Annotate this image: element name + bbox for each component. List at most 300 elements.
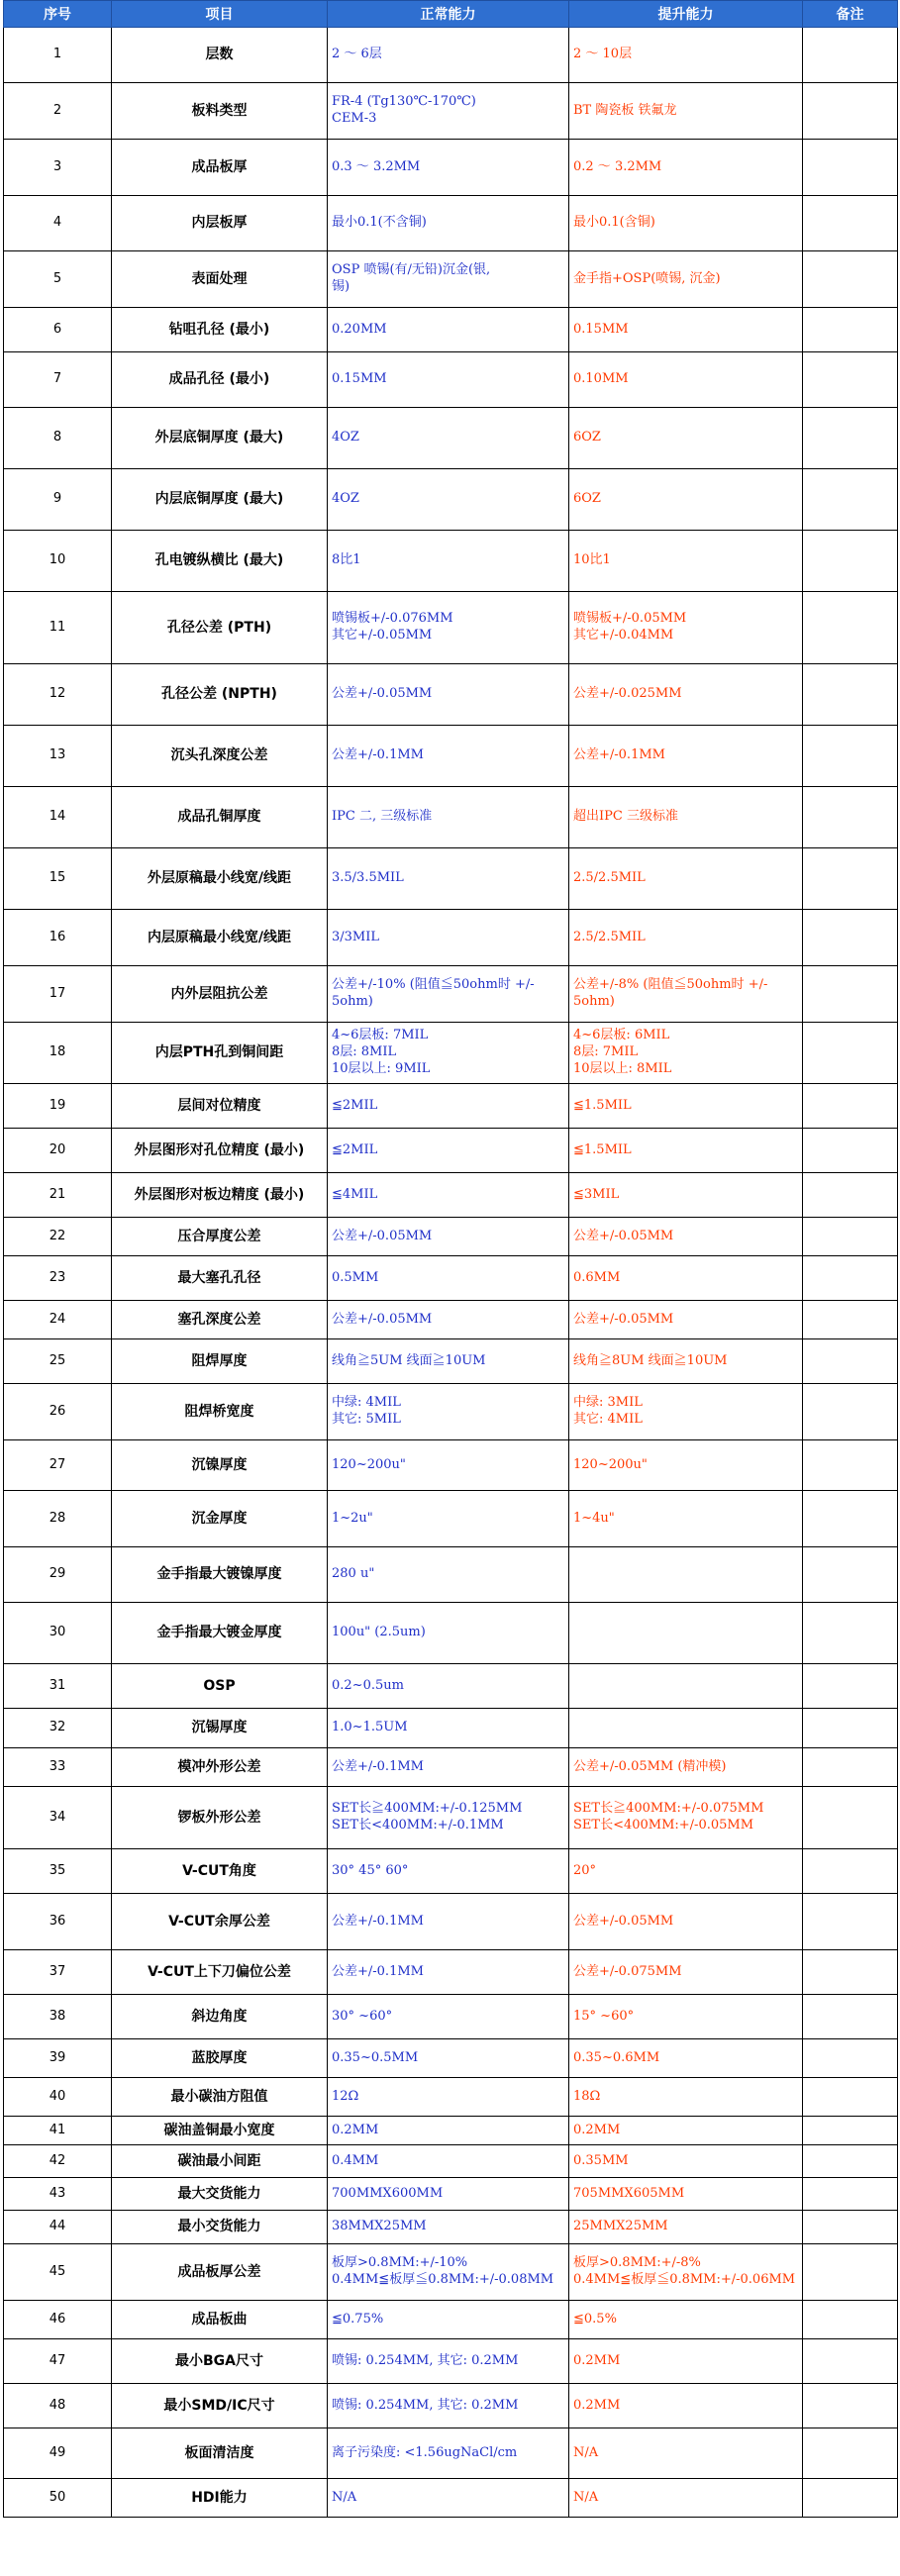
table-row [4, 531, 898, 592]
normal-capability [328, 1995, 569, 2039]
improved-capability-line: 公差+/-0.05MM (精冲模) [573, 1758, 727, 1774]
table-row [4, 966, 898, 1023]
row-item: 内层底铜厚度 (最大) [112, 469, 328, 531]
normal-capability [328, 1023, 569, 1084]
normal-capability-line: 0.2MM [332, 2122, 379, 2137]
row-number: 22 [4, 1218, 112, 1256]
improved-capability-line: 120~200u" [573, 1456, 648, 1472]
normal-capability-line: 公差+/-0.05MM [332, 686, 433, 702]
improved-capability [569, 2301, 803, 2339]
row-note [803, 1894, 898, 1950]
row-number: 19 [4, 1084, 112, 1129]
normal-capability-line: N/A [332, 2489, 357, 2505]
normal-capability [328, 966, 569, 1023]
improved-capability [569, 2428, 803, 2479]
normal-capability-line: 喷锡: 0.254MM, 其它: 0.2MM [332, 2352, 519, 2368]
row-number: 39 [4, 2039, 112, 2078]
header-item: 项目 [112, 1, 328, 28]
improved-capability [569, 352, 803, 408]
normal-capability-line: 其它+/-0.05MM [332, 628, 433, 643]
normal-capability-line: 38MMX25MM [332, 2219, 427, 2234]
normal-capability-line: ≦0.75% [332, 2311, 384, 2327]
normal-capability [328, 140, 569, 196]
row-note [803, 2384, 898, 2428]
normal-capability-line: 公差+/-0.1MM [332, 1963, 424, 1979]
normal-capability [328, 83, 569, 140]
normal-capability [328, 1748, 569, 1787]
normal-capability [328, 2384, 569, 2428]
improved-capability [569, 787, 803, 848]
normal-capability-line: 喷锡: 0.254MM, 其它: 0.2MM [332, 2397, 519, 2413]
normal-capability [328, 2078, 569, 2117]
table-row [4, 1218, 898, 1256]
improved-capability-line: SET长<400MM:+/-0.05MM [573, 1818, 754, 1833]
normal-capability-line: SET长<400MM:+/-0.1MM [332, 1818, 504, 1833]
row-note [803, 848, 898, 910]
table-row [4, 592, 898, 664]
row-note [803, 1603, 898, 1664]
normal-capability [328, 664, 569, 726]
table-row [4, 1547, 898, 1603]
table-row [4, 83, 898, 140]
normal-capability-line: SET长≧400MM:+/-0.125MM [332, 1801, 523, 1817]
improved-capability [569, 408, 803, 469]
row-note [803, 2178, 898, 2211]
normal-capability [328, 1129, 569, 1173]
improved-capability-line: N/A [573, 2444, 599, 2460]
improved-capability-line: 公差+/-0.05MM [573, 1228, 674, 1243]
improved-capability [569, 469, 803, 531]
row-item: 最大交货能力 [112, 2178, 328, 2211]
normal-capability-line: 4OZ [332, 430, 359, 446]
row-number: 37 [4, 1950, 112, 1995]
table-row [4, 2479, 898, 2518]
row-number: 29 [4, 1547, 112, 1603]
normal-capability [328, 408, 569, 469]
normal-capability-line: 700MMX600MM [332, 2185, 444, 2201]
normal-capability-line: 2 ～ 6层 [332, 47, 382, 62]
row-item: 内层PTH孔到铜间距 [112, 1023, 328, 1084]
improved-capability [569, 1339, 803, 1384]
normal-capability [328, 2339, 569, 2384]
normal-capability-line: 中绿: 4MIL [332, 1395, 401, 1411]
normal-capability [328, 592, 569, 664]
row-number: 42 [4, 2145, 112, 2178]
normal-capability-line: 30° 45° 60° [332, 1862, 409, 1878]
row-note [803, 531, 898, 592]
table-row [4, 2244, 898, 2301]
table-row [4, 352, 898, 408]
table-row [4, 1384, 898, 1440]
improved-capability-line: 0.10MM [573, 371, 629, 387]
normal-capability-line: ≦2MIL [332, 1097, 378, 1113]
improved-capability [569, 726, 803, 787]
row-number: 35 [4, 1849, 112, 1894]
row-item: 最小SMD/IC尺寸 [112, 2384, 328, 2428]
improved-capability [569, 910, 803, 966]
row-item: 层间对位精度 [112, 1084, 328, 1129]
improved-capability-line: 0.2MM [573, 2122, 621, 2137]
normal-capability-line: 8层: 8MIL [332, 1044, 397, 1060]
normal-capability [328, 251, 569, 308]
row-note [803, 1950, 898, 1995]
improved-capability [569, 2339, 803, 2384]
improved-capability [569, 2211, 803, 2244]
row-number: 16 [4, 910, 112, 966]
improved-capability [569, 1664, 803, 1709]
row-item: HDI能力 [112, 2479, 328, 2518]
improved-capability-line: SET长≧400MM:+/-0.075MM [573, 1801, 764, 1817]
improved-capability [569, 1256, 803, 1301]
row-number: 44 [4, 2211, 112, 2244]
normal-capability-line: 0.4MM [332, 2152, 379, 2168]
improved-capability-line: N/A [573, 2489, 599, 2505]
improved-capability-line: 10比1 [573, 552, 611, 568]
improved-capability-line: 6OZ [573, 430, 601, 446]
row-number: 30 [4, 1603, 112, 1664]
table-row [4, 1849, 898, 1894]
normal-capability-line: 30° ~60° [332, 2008, 393, 2024]
row-item: 锣板外形公差 [112, 1787, 328, 1849]
row-item: 模冲外形公差 [112, 1748, 328, 1787]
improved-capability [569, 664, 803, 726]
improved-capability-line: 20° [573, 1862, 597, 1878]
row-note [803, 2244, 898, 2301]
row-number: 10 [4, 531, 112, 592]
row-number: 40 [4, 2078, 112, 2117]
normal-capability [328, 1218, 569, 1256]
row-item: 压合厚度公差 [112, 1218, 328, 1256]
row-note [803, 28, 898, 83]
normal-capability-line: FR-4 (Tg130℃-170℃) [332, 94, 476, 110]
row-item: 成品板厚公差 [112, 2244, 328, 2301]
improved-capability [569, 28, 803, 83]
table-row [4, 726, 898, 787]
row-number: 41 [4, 2117, 112, 2145]
row-note [803, 469, 898, 531]
normal-capability-line: 锡) [332, 279, 350, 294]
table-row [4, 1173, 898, 1218]
row-item: 外层底铜厚度 (最大) [112, 408, 328, 469]
row-item: OSP [112, 1664, 328, 1709]
improved-capability-line: 线角≧8UM 线面≧10UM [573, 1352, 728, 1368]
row-note [803, 1129, 898, 1173]
row-note [803, 592, 898, 664]
normal-capability-line: 0.3 ～ 3.2MM [332, 158, 421, 174]
table-row [4, 308, 898, 352]
improved-capability-line: 0.2 ～ 3.2MM [573, 158, 662, 174]
row-note [803, 196, 898, 251]
table-row [4, 1603, 898, 1664]
improved-capability [569, 1440, 803, 1491]
table-row [4, 1950, 898, 1995]
improved-capability-line: 0.35~0.6MM [573, 2049, 660, 2065]
normal-capability [328, 1950, 569, 1995]
normal-capability [328, 1301, 569, 1339]
normal-capability [328, 2428, 569, 2479]
row-number: 34 [4, 1787, 112, 1849]
row-item: V-CUT角度 [112, 1849, 328, 1894]
row-item: 碳油最小间距 [112, 2145, 328, 2178]
improved-capability-line: ≦0.5% [573, 2311, 617, 2327]
improved-capability [569, 1129, 803, 1173]
improved-capability-line: 公差+/-8% (阻值≦50ohm时 +/- [573, 977, 768, 993]
improved-capability-line: 公差+/-0.05MM [573, 1913, 674, 1929]
normal-capability-line: IPC 二, 三级标准 [332, 809, 433, 825]
normal-capability [328, 1384, 569, 1440]
row-number: 43 [4, 2178, 112, 2211]
improved-capability [569, 2039, 803, 2078]
improved-capability [569, 2479, 803, 2518]
row-number: 12 [4, 664, 112, 726]
row-note [803, 726, 898, 787]
row-item: 外层图形对孔位精度 (最小) [112, 1129, 328, 1173]
row-number: 2 [4, 83, 112, 140]
normal-capability-line: 其它: 5MIL [332, 1412, 401, 1427]
improved-capability-line: 0.4MM≦板厚≦0.8MM:+/-0.06MM [573, 2272, 796, 2287]
row-number: 45 [4, 2244, 112, 2301]
improved-capability [569, 966, 803, 1023]
normal-capability [328, 1084, 569, 1129]
improved-capability-line: 中绿: 3MIL [573, 1395, 643, 1411]
row-note [803, 140, 898, 196]
improved-capability [569, 1603, 803, 1664]
row-item: 孔电镀纵横比 (最大) [112, 531, 328, 592]
table-row [4, 1256, 898, 1301]
improved-capability-line: 0.2MM [573, 2352, 621, 2368]
table-row [4, 28, 898, 83]
normal-capability-line: 公差+/-0.1MM [332, 1913, 424, 1929]
row-number: 11 [4, 592, 112, 664]
normal-capability [328, 28, 569, 83]
normal-capability [328, 2145, 569, 2178]
improved-capability-line: 其它+/-0.04MM [573, 628, 674, 643]
normal-capability [328, 308, 569, 352]
normal-capability [328, 1173, 569, 1218]
improved-capability [569, 2078, 803, 2117]
improved-capability-line: ≦1.5MIL [573, 1097, 632, 1113]
improved-capability [569, 2145, 803, 2178]
normal-capability-line: 1.0~1.5UM [332, 1720, 408, 1735]
table-row [4, 1339, 898, 1384]
row-note [803, 2479, 898, 2518]
normal-capability [328, 726, 569, 787]
normal-capability-line: 0.5MM [332, 1269, 379, 1285]
improved-capability [569, 1023, 803, 1084]
table-row [4, 2117, 898, 2145]
improved-capability-line: 2 ～ 10层 [573, 47, 633, 62]
normal-capability-line: 最小0.1(不含铜) [332, 215, 427, 231]
row-item: 沉镍厚度 [112, 1440, 328, 1491]
row-item: 阻焊桥宽度 [112, 1384, 328, 1440]
improved-capability [569, 308, 803, 352]
improved-capability [569, 196, 803, 251]
table-row [4, 2428, 898, 2479]
normal-capability [328, 1664, 569, 1709]
normal-capability-line: 公差+/-0.1MM [332, 747, 424, 763]
normal-capability [328, 1547, 569, 1603]
row-note [803, 2301, 898, 2339]
normal-capability-line: 120~200u" [332, 1456, 406, 1472]
normal-capability [328, 352, 569, 408]
table-row [4, 2178, 898, 2211]
normal-capability-line: 板厚>0.8MM:+/-10% [332, 2255, 468, 2271]
normal-capability-line: 12Ω [332, 2088, 359, 2104]
row-note [803, 1173, 898, 1218]
normal-capability [328, 2039, 569, 2078]
normal-capability [328, 1256, 569, 1301]
row-item: 板料类型 [112, 83, 328, 140]
row-item: 塞孔深度公差 [112, 1301, 328, 1339]
row-number: 25 [4, 1339, 112, 1384]
row-number: 13 [4, 726, 112, 787]
row-number: 23 [4, 1256, 112, 1301]
row-item: 沉头孔深度公差 [112, 726, 328, 787]
normal-capability [328, 2178, 569, 2211]
normal-capability-line: 1~2u" [332, 1510, 373, 1526]
normal-capability-line: OSP 喷锡(有/无铅)沉金(银, [332, 262, 491, 278]
row-note [803, 1664, 898, 1709]
row-number: 8 [4, 408, 112, 469]
normal-capability-line: 0.2~0.5um [332, 1677, 404, 1693]
header-no: 序号 [4, 1, 112, 28]
row-item: 内外层阻抗公差 [112, 966, 328, 1023]
normal-capability-line: 公差+/-0.05MM [332, 1311, 433, 1327]
row-number: 18 [4, 1023, 112, 1084]
improved-capability-line: 18Ω [573, 2088, 601, 2104]
improved-capability [569, 1301, 803, 1339]
row-item: 孔径公差 (NPTH) [112, 664, 328, 726]
table-row [4, 1664, 898, 1709]
normal-capability-line: 喷锡板+/-0.076MM [332, 611, 453, 627]
improved-capability [569, 251, 803, 308]
improved-capability [569, 83, 803, 140]
row-item: 阻焊厚度 [112, 1339, 328, 1384]
improved-capability [569, 2178, 803, 2211]
normal-capability-line: 公差+/-10% (阻值≦50ohm时 +/- [332, 977, 535, 993]
improved-capability-line: 其它: 4MIL [573, 1412, 643, 1427]
improved-capability-line: ≦1.5MIL [573, 1141, 632, 1157]
improved-capability [569, 2117, 803, 2145]
table-row [4, 787, 898, 848]
normal-capability-line: 280 u" [332, 1566, 375, 1582]
table-row [4, 251, 898, 308]
row-number: 7 [4, 352, 112, 408]
header-note: 备注 [803, 1, 898, 28]
row-note [803, 787, 898, 848]
improved-capability [569, 2244, 803, 2301]
improved-capability [569, 592, 803, 664]
row-number: 20 [4, 1129, 112, 1173]
row-number: 3 [4, 140, 112, 196]
row-number: 21 [4, 1173, 112, 1218]
row-item: 金手指最大镀金厚度 [112, 1603, 328, 1664]
improved-capability [569, 1218, 803, 1256]
improved-capability-line: 1~4u" [573, 1510, 615, 1526]
improved-capability [569, 1547, 803, 1603]
row-item: 斜边角度 [112, 1995, 328, 2039]
header-improved: 提升能力 [569, 1, 803, 28]
normal-capability-line: 5ohm) [332, 994, 373, 1009]
improved-capability-line: 公差+/-0.05MM [573, 1311, 674, 1327]
row-number: 4 [4, 196, 112, 251]
improved-capability [569, 2384, 803, 2428]
row-number: 31 [4, 1664, 112, 1709]
normal-capability-line: 4~6层板: 7MIL [332, 1028, 429, 1043]
row-number: 28 [4, 1491, 112, 1547]
improved-capability [569, 140, 803, 196]
improved-capability-line: 金手指+OSP(喷锡, 沉金) [573, 270, 721, 286]
table-row [4, 1709, 898, 1748]
header-row [4, 1, 898, 28]
table-row [4, 1787, 898, 1849]
improved-capability-line: 喷锡板+/-0.05MM [573, 611, 687, 627]
table-row [4, 848, 898, 910]
row-item: 金手指最大镀镍厚度 [112, 1547, 328, 1603]
improved-capability-line: 0.15MM [573, 321, 629, 337]
improved-capability [569, 848, 803, 910]
normal-capability-line: 0.35~0.5MM [332, 2049, 419, 2065]
capability-table [3, 0, 898, 2518]
table-row [4, 469, 898, 531]
row-number: 47 [4, 2339, 112, 2384]
row-item: 成品板曲 [112, 2301, 328, 2339]
row-item: 表面处理 [112, 251, 328, 308]
row-item: 最大塞孔孔径 [112, 1256, 328, 1301]
table-row [4, 2145, 898, 2178]
table-row [4, 408, 898, 469]
table-row [4, 1995, 898, 2039]
row-number: 1 [4, 28, 112, 83]
normal-capability-line: 100u" (2.5um) [332, 1625, 426, 1640]
row-note [803, 1339, 898, 1384]
normal-capability [328, 848, 569, 910]
normal-capability-line: 0.20MM [332, 321, 387, 337]
row-note [803, 2428, 898, 2479]
improved-capability-line: 25MMX25MM [573, 2219, 668, 2234]
improved-capability-line: ≦3MIL [573, 1186, 620, 1202]
header-normal: 正常能力 [328, 1, 569, 28]
improved-capability-line: 0.2MM [573, 2397, 621, 2413]
row-item: 成品板厚 [112, 140, 328, 196]
normal-capability [328, 469, 569, 531]
row-note [803, 2145, 898, 2178]
row-number: 32 [4, 1709, 112, 1748]
normal-capability-line: 线角≧5UM 线面≧10UM [332, 1352, 486, 1368]
row-item: 外层图形对板边精度 (最小) [112, 1173, 328, 1218]
row-number: 27 [4, 1440, 112, 1491]
row-number: 49 [4, 2428, 112, 2479]
normal-capability [328, 1491, 569, 1547]
normal-capability-line: 10层以上: 9MIL [332, 1060, 431, 1076]
improved-capability-line: 5ohm) [573, 994, 615, 1009]
improved-capability-line: 公差+/-0.025MM [573, 686, 682, 702]
table-row [4, 2211, 898, 2244]
row-item: 沉金厚度 [112, 1491, 328, 1547]
normal-capability-line: 3/3MIL [332, 929, 380, 944]
table-row [4, 2039, 898, 2078]
row-note [803, 408, 898, 469]
normal-capability [328, 1894, 569, 1950]
normal-capability [328, 910, 569, 966]
row-item: 最小BGA尺寸 [112, 2339, 328, 2384]
improved-capability-line: 2.5/2.5MIL [573, 929, 646, 944]
row-item: V-CUT余厚公差 [112, 1894, 328, 1950]
row-note [803, 1748, 898, 1787]
improved-capability-line: 超出IPC 三级标准 [573, 809, 678, 825]
table-row [4, 196, 898, 251]
normal-capability [328, 1603, 569, 1664]
